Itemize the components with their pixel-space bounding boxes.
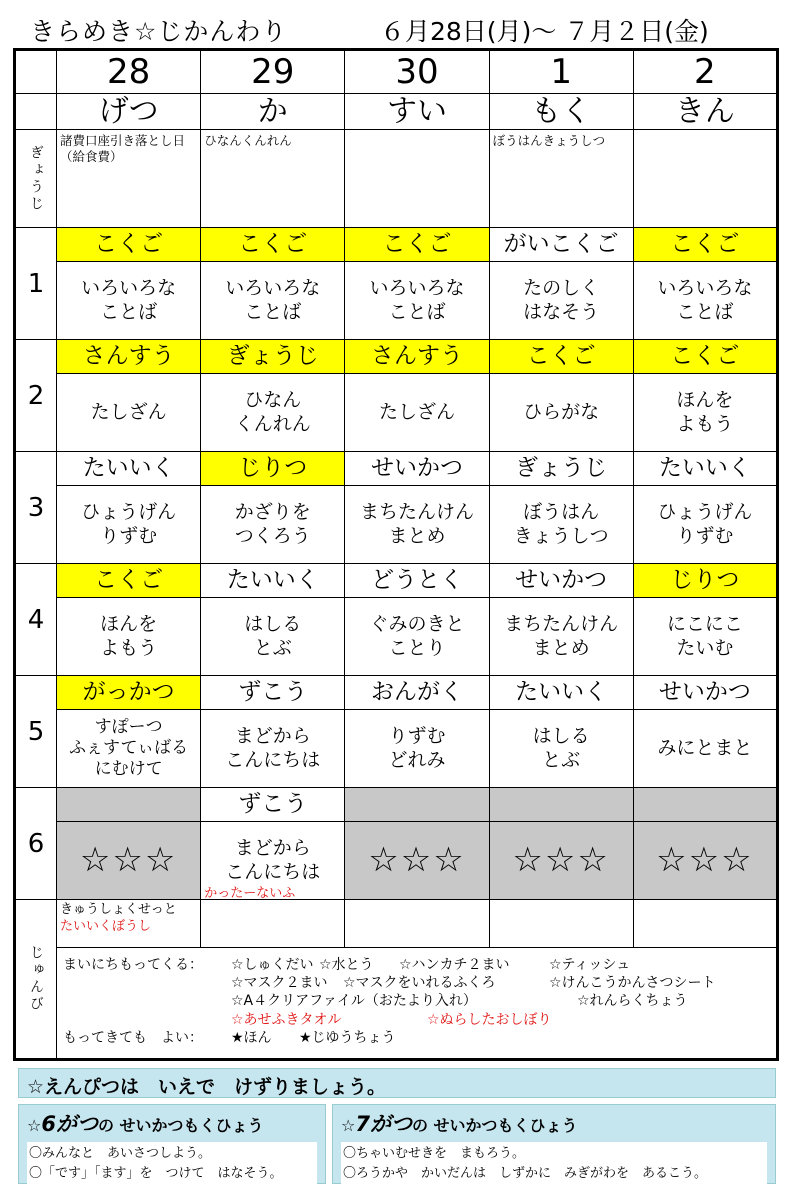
gyouji-label-cell: [15, 130, 57, 228]
subject-cell: じりつ: [201, 452, 345, 486]
bring-item: ☆ハンカチ２まい: [399, 957, 510, 973]
period-subject-row: [15, 452, 778, 486]
bring-row: [15, 948, 778, 1060]
subject-cell: さんすう: [345, 340, 489, 374]
period-subject-row: [15, 228, 778, 262]
june-goal-items: [27, 1142, 317, 1186]
subject-cell: たいいく: [489, 676, 633, 710]
content-cell: ひょうげん りずむ: [633, 486, 777, 564]
page-header: [0, 0, 795, 50]
bring-item: ☆ティッシュ: [549, 957, 631, 973]
subject-cell: こくご: [489, 340, 633, 374]
gyouji-note: 諸費口座引き落とし日（給食費）: [57, 130, 201, 228]
bring-row-5: [63, 1029, 770, 1047]
subject-cell: [345, 788, 489, 822]
subject-cell: こくご: [57, 228, 201, 262]
subject-cell: ずこう: [201, 788, 345, 822]
period-label: 2: [15, 340, 57, 452]
stars-cell: ☆☆☆: [633, 822, 777, 900]
period-content-row: [15, 262, 778, 340]
gyouji-label: ぎょうじ: [28, 144, 44, 213]
period-content-row: [15, 710, 778, 788]
content-cell: まちたんけん まとめ: [489, 598, 633, 676]
subject-cell: こくご: [345, 228, 489, 262]
subject-cell: おんがく: [345, 676, 489, 710]
content-cell: みにとまと: [633, 710, 777, 788]
subject-cell: たいいく: [633, 452, 777, 486]
weekday-cell: げつ: [57, 94, 201, 130]
content-cell: たのしく はなそう: [489, 262, 633, 340]
junbi-note-line: きゅうしょくせっと: [60, 902, 177, 917]
subject-cell: [57, 788, 201, 822]
content-cell: たしざん: [57, 374, 201, 452]
timetable: [13, 48, 779, 1061]
bring-item: ☆あせふきタオル: [231, 1011, 342, 1028]
content-cell: まちたんけん まとめ: [345, 486, 489, 564]
stars-cell: ☆☆☆: [57, 822, 201, 900]
goal-item: 〇みんなと あいさつしよう。: [29, 1146, 212, 1161]
june-goal-title: ☆6がつの せいかつもくひょう: [27, 1112, 264, 1136]
subject-cell: せいかつ: [489, 564, 633, 598]
junbi-note: [489, 900, 633, 948]
bring-item: ☆マスク２まい: [231, 975, 328, 992]
junbi-label-cell: [15, 900, 57, 1060]
pencil-notice: ☆えんぴつは いえで けずりましょう。: [18, 1068, 776, 1098]
content-cell: いろいろな ことば: [57, 262, 201, 340]
daily-label: まいにちもってくる：: [63, 957, 203, 973]
subject-cell: ぎょうじ: [201, 340, 345, 374]
bring-item: ☆れんらくちょう: [577, 993, 688, 1010]
optional-label: もってきても よい：: [63, 1029, 203, 1046]
gyouji-note: [345, 130, 489, 228]
subject-cell: こくご: [633, 340, 777, 374]
content-cell: りずむ どれみ: [345, 710, 489, 788]
content-cell: はしる とぶ: [489, 710, 633, 788]
date-cell: 1: [489, 50, 633, 94]
corner-cell: [15, 50, 57, 94]
bring-item: ☆しゅくだい: [231, 957, 314, 973]
content-cell: にこにこ たいむ: [633, 598, 777, 676]
content-cell: ぐみのきと ことり: [345, 598, 489, 676]
content-cell: かざりを つくろう: [201, 486, 345, 564]
subject-cell: どうとく: [345, 564, 489, 598]
subject-cell: せいかつ: [345, 452, 489, 486]
bring-row-1: [63, 956, 770, 974]
period-content-row: [15, 822, 778, 900]
bring-row-2: [63, 974, 770, 992]
subject-cell: こくご: [633, 228, 777, 262]
period-content-row: [15, 486, 778, 564]
subject-cell: たいいく: [57, 452, 201, 486]
period-label: 6: [15, 788, 57, 900]
junbi-note-line: たいいくぼうし: [60, 918, 152, 934]
subject-cell: [633, 788, 777, 822]
subject-cell: さんすう: [57, 340, 201, 374]
period-label: 1: [15, 228, 57, 340]
subject-cell: ぎょうじ: [489, 452, 633, 486]
subject-cell: こくご: [201, 228, 345, 262]
content-cell: ぼうはん きょうしつ: [489, 486, 633, 564]
gyouji-note: ぼうはんきょうしつ: [489, 130, 633, 228]
weekday-row: [15, 94, 778, 130]
goal-item: 〇ろうかや かいだんは しずかに みぎがわを あるこう。: [343, 1166, 708, 1182]
date-cell: 30: [345, 50, 489, 94]
content-cell: まどから こんにちは: [201, 822, 345, 900]
goal-item: 〇ちゃいむせきを まもろう。: [343, 1146, 526, 1161]
page-title: きらめき☆じかんわり: [30, 17, 288, 46]
weekday-cell: もく: [489, 94, 633, 130]
content-cell: ほんを よもう: [633, 374, 777, 452]
july-goal-items: [341, 1142, 767, 1186]
junbi-note: [201, 886, 345, 948]
date-cell: 29: [201, 50, 345, 94]
junbi-note: [633, 900, 777, 948]
bring-row-3: [63, 992, 770, 1010]
gyouji-row: [15, 130, 778, 228]
bring-item: ☆ぬらしたおしぼり: [427, 1011, 552, 1028]
corner-cell: [15, 94, 57, 130]
weekday-cell: すい: [345, 94, 489, 130]
bring-list: [57, 948, 778, 1060]
period-subject-row: [15, 788, 778, 822]
junbi-note: [57, 900, 201, 948]
content-cell: ひなん くんれん: [201, 374, 345, 452]
junbi-note-line: かったーないふ: [204, 886, 296, 901]
date-row: [15, 50, 778, 94]
content-cell: はしる とぶ: [201, 598, 345, 676]
july-goal-panel: [332, 1104, 776, 1184]
bring-item: ☆マスクをいれるふくろ: [343, 975, 496, 992]
subject-cell: [489, 788, 633, 822]
gyouji-note: ひなんくんれん: [201, 130, 345, 228]
subject-cell: ずこう: [201, 676, 345, 710]
optional-item: ★ほん: [231, 1029, 272, 1046]
content-cell: ひょうげん りずむ: [57, 486, 201, 564]
stars-cell: ☆☆☆: [345, 822, 489, 900]
subject-cell: たいいく: [201, 564, 345, 598]
content-cell: まどから こんにちは: [201, 710, 345, 788]
content-cell: いろいろな ことば: [345, 262, 489, 340]
july-goal-title: ☆7がつの せいかつもくひょう: [341, 1112, 578, 1136]
content-cell: いろいろな ことば: [201, 262, 345, 340]
gyouji-note: [633, 130, 777, 228]
bring-item: ☆水とう: [319, 957, 374, 973]
period-label: 3: [15, 452, 57, 564]
date-range: ６月28日(月)～ ７月２日(金): [380, 17, 709, 46]
content-cell: ひらがな: [489, 374, 633, 452]
stars-cell: ☆☆☆: [489, 822, 633, 900]
content-cell: ほんを よもう: [57, 598, 201, 676]
subject-cell: じりつ: [633, 564, 777, 598]
period-label: 4: [15, 564, 57, 676]
subject-cell: がいこくご: [489, 228, 633, 262]
period-subject-row: [15, 676, 778, 710]
weekday-cell: か: [201, 94, 345, 130]
content-cell: たしざん: [345, 374, 489, 452]
period-subject-row: [15, 340, 778, 374]
date-cell: 2: [633, 50, 777, 94]
optional-item: ★じゆうちょう: [299, 1029, 396, 1046]
content-cell: すぽーつ ふぇすてぃばる にむけて: [57, 710, 201, 788]
junbi-row: [15, 900, 778, 948]
content-cell: いろいろな ことば: [633, 262, 777, 340]
subject-cell: せいかつ: [633, 676, 777, 710]
bring-item: ☆けんこうかんさつシート: [549, 975, 716, 992]
junbi-label: じゅんび: [28, 945, 44, 1013]
subject-cell: こくご: [57, 564, 201, 598]
goal-item: 〇「です」「ます」を つけて はなそう。: [29, 1166, 283, 1182]
bring-item: ☆A４クリアファイル（おたより入れ）: [231, 993, 477, 1010]
weekday-cell: きん: [633, 94, 777, 130]
junbi-note: [345, 900, 489, 948]
date-cell: 28: [57, 50, 201, 94]
period-content-row: [15, 598, 778, 676]
bring-row-4: [63, 1011, 770, 1029]
subject-cell: がっかつ: [57, 676, 201, 710]
period-label: 5: [15, 676, 57, 788]
period-content-row: [15, 374, 778, 452]
june-goal-panel: [18, 1104, 326, 1184]
period-subject-row: [15, 564, 778, 598]
